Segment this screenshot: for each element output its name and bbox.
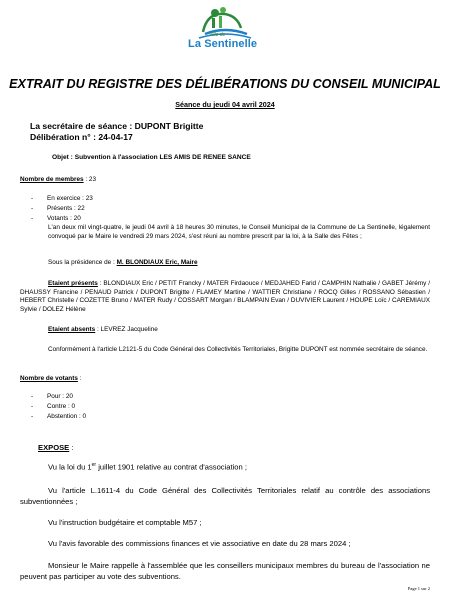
conformement-paragraph: Conformément à l'article L2121-5 du Code Général des Collectivités Territoriales, Brigitte DUPONT est nommée secrétaire de séance. <box>48 346 428 353</box>
members-label: Nombre de membres <box>20 176 84 183</box>
vu-article-paragraph: Vu l'article L.1611-4 du Code Général des Collectivités Territoriales relatif au contrôle des associations subventionnées ; <box>20 486 430 506</box>
logo-subtitle: Ville de <box>209 32 226 38</box>
secretary-line: La secrétaire de séance : DUPONT Brigitte <box>30 121 204 131</box>
document-title: EXTRAIT DU REGISTRE DES DÉLIBÉRATIONS DU CONSEIL MUNICIPAL <box>9 77 441 91</box>
voters-list <box>31 392 86 421</box>
list-item: - Pour : 20 <box>31 392 86 402</box>
intro-paragraph <box>48 224 430 241</box>
maire-paragraph: Monsieur le Maire rappelle à l'assemblée que les conseillers municipaux membres du bureau de l'association ne peuvent pas participer au vote des subventions. <box>20 561 430 581</box>
vu-loi-1901 <box>48 460 247 473</box>
members-count: : 23 <box>83 176 97 183</box>
list-item: - Votants : 20 <box>31 214 93 224</box>
presidency-name: M. BLONDIAUX Eric, Maire <box>116 259 198 266</box>
list-item: - En exercice : 23 <box>31 194 93 204</box>
presidency-prefix: Sous la présidence de : <box>48 259 117 266</box>
voters-heading <box>20 375 81 384</box>
voters-label: Nombre de votants <box>20 375 78 382</box>
intro-text: L'an deux mil vingt-quatre, le jeudi 04 avril à 18 heures 30 minutes, le Conseil Municipal de la Commune de La Sentinelle, légalement convoqué par le Maire le vendredi 29 mars 2024, s'est réuni au nombre prescrit par la loi, à la Salle des Fêtes ; <box>48 224 430 240</box>
absent-list: : LEVREZ Jacqueline <box>95 326 158 333</box>
session-date: Séance du jeudi 04 avril 2024 <box>175 100 275 109</box>
members-heading <box>20 176 96 185</box>
absent-label: Etaient absents <box>48 326 96 333</box>
logo-name: La Sentinelle <box>188 38 258 50</box>
secretary-block <box>30 121 203 143</box>
vu-loi-text-b: juillet 1901 relative au contrat d'association ; <box>96 462 247 472</box>
subject-line: Objet : Subvention à l'association LES AMIS DE RENEE SANCE <box>52 154 251 161</box>
list-item: - Abstention : 0 <box>31 412 86 422</box>
list-item: - Présents : 22 <box>31 204 93 214</box>
voters-colon: : <box>77 375 82 382</box>
expose-colon: : <box>69 443 74 452</box>
presidency-line <box>48 259 198 268</box>
expose-label: EXPOSE <box>38 443 70 452</box>
vu-avis-line: Vu l'avis favorable des commissions finances et vie associative en date du 28 mars 2024 ; <box>48 539 351 548</box>
vu-loi-sup: er <box>91 462 97 468</box>
present-paragraph <box>20 280 430 314</box>
vu-instruction-line: Vu l'instruction budgétaire et comptable M57 ; <box>48 518 202 527</box>
present-label: Etaient présents <box>48 280 98 287</box>
present-list: : BLONDIAUX Eric / PETIT Francky / MATER Firdaouce / MEDJAHED Farid / CAMPHIN Nathalie / GABET Jérémy / DHAUSSY Francine / PENAUD Patrick / DUPONT Brigitte / FLAMEY Martine / WATTIER Christiane / ROCQ Gilles / ROSSANO Sébastien / HEBERT Christelle / COZETTE Bruno / MATER Rudy / COSSART Morgan / BLAMPAIN Evan / DUVIVIER Laurent / HOUPE Loïc / CAREMIAUX Sylvie / DOLEZ Hélène <box>20 280 430 313</box>
members-list <box>31 194 93 223</box>
expose-heading <box>38 442 73 453</box>
absent-line <box>48 326 158 335</box>
list-item: - Contre : 0 <box>31 402 86 412</box>
vu-loi-text-a: Vu la loi du 1 <box>48 462 92 472</box>
page-number: Page 1 sur 2 <box>407 586 430 591</box>
deliberation-number: Délibération n° : 24-04-17 <box>30 132 133 142</box>
